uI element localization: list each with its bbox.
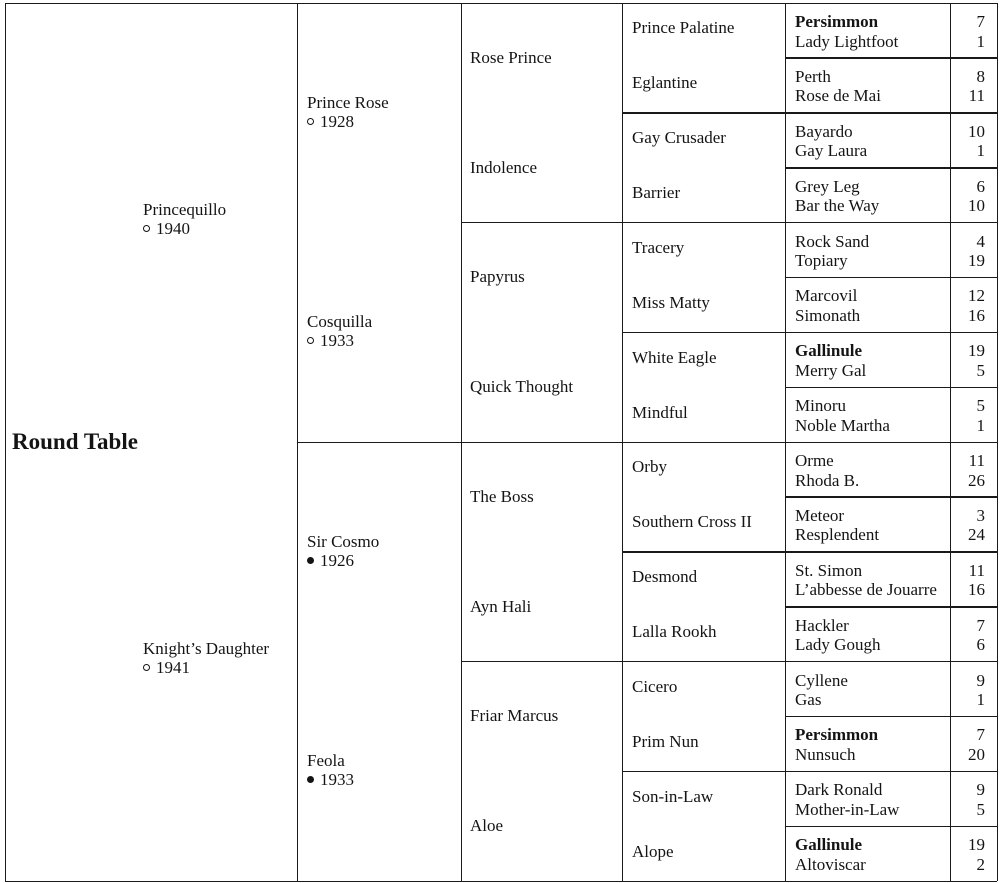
family-number: 5 xyxy=(976,360,985,380)
gen5-ancestor-name: Minoru xyxy=(795,396,846,416)
great-grandparent-name: Rose Prince xyxy=(470,47,552,67)
family-number: 7 xyxy=(976,12,985,31)
foaling-year xyxy=(307,112,354,131)
grandparent-name: Sir Cosmo xyxy=(307,531,380,551)
family-number: 3 xyxy=(976,505,985,525)
gen5-ancestor-name: Hackler xyxy=(795,615,849,635)
family-number: 8 xyxy=(976,66,985,86)
row-divider xyxy=(785,167,997,168)
row-divider xyxy=(785,551,997,552)
family-number: 19 xyxy=(968,251,985,270)
gen5-ancestor-name: Gas xyxy=(795,690,822,709)
family-number: 9 xyxy=(976,780,985,800)
gen4-ancestor-name: Orby xyxy=(632,457,667,477)
year-label: 1933 xyxy=(320,331,354,351)
subject-horse-name: Round Table xyxy=(12,429,138,454)
gen4-ancestor-name: White Eagle xyxy=(632,347,717,367)
year-label: 1941 xyxy=(156,657,190,677)
open-circle-icon xyxy=(307,118,314,125)
family-number: 1 xyxy=(976,690,985,709)
gen5-ancestor-name: Lady Lightfoot xyxy=(795,31,899,51)
gen5-ancestor-name: Meteor xyxy=(795,505,845,525)
family-number: 11 xyxy=(968,560,985,580)
sire-dam-name: Princequillo xyxy=(143,199,227,219)
row-divider xyxy=(785,112,997,113)
gen4-ancestor-name: Gay Crusader xyxy=(632,128,726,148)
gen5-ancestor-name: Merry Gal xyxy=(795,360,867,380)
column-divider-0 xyxy=(5,3,6,881)
gen5-ancestor-name: L’abbesse de Jouarre xyxy=(795,580,937,600)
great-grandparent-name: Papyrus xyxy=(470,267,525,287)
gen5-ancestor-name: Lady Gough xyxy=(795,635,881,655)
gen5-ancestor-name: St. Simon xyxy=(795,560,863,580)
gen4-ancestor-name: Prince Palatine xyxy=(632,18,735,38)
great-grandparent-name: Aloe xyxy=(470,816,504,836)
family-number: 24 xyxy=(968,525,985,545)
foaling-year xyxy=(143,219,190,238)
family-number: 5 xyxy=(976,799,985,819)
great-grandparent-name: Quick Thought xyxy=(470,377,574,397)
gen5-ancestor-name: Simonath xyxy=(795,305,861,325)
gen4-ancestor-name: Alope xyxy=(632,841,674,861)
row-divider xyxy=(785,277,997,278)
family-number: 9 xyxy=(976,670,985,690)
gen5-ancestor-name: Mother-in-Law xyxy=(795,799,900,819)
great-grandparent-name: The Boss xyxy=(470,486,534,506)
gen5-ancestor-name: Rhoda B. xyxy=(795,470,860,490)
gen5-ancestor-name: Gallinule xyxy=(795,835,863,855)
row-divider xyxy=(785,332,997,333)
gen4-ancestor-name: Barrier xyxy=(632,183,681,203)
row-divider xyxy=(785,57,997,58)
open-circle-icon xyxy=(307,337,314,344)
year-label: 1928 xyxy=(320,111,354,131)
gen5-ancestor-name: Perth xyxy=(795,66,831,86)
sire-dam-name: Knight’s Daughter xyxy=(143,638,270,658)
family-number: 1 xyxy=(976,31,985,51)
row-divider xyxy=(785,442,997,443)
foaling-year xyxy=(307,770,354,789)
filled-circle-icon xyxy=(307,776,314,783)
year-label: 1933 xyxy=(320,770,354,790)
row-divider xyxy=(785,661,997,662)
family-number: 2 xyxy=(976,854,985,874)
family-number: 26 xyxy=(968,470,985,490)
row-divider xyxy=(785,826,997,827)
grandparent-name: Cosquilla xyxy=(307,312,373,332)
gen4-ancestor-name: Prim Nun xyxy=(632,731,699,751)
gen5-ancestor-name: Gallinule xyxy=(795,341,863,361)
gen5-ancestor-name: Bar the Way xyxy=(795,196,880,216)
gen4-ancestor-name: Southern Cross II xyxy=(632,512,752,532)
row-divider xyxy=(785,716,997,717)
gen5-ancestor-name: Persimmon xyxy=(795,12,879,31)
gen5-ancestor-name: Nunsuch xyxy=(795,744,856,764)
family-number: 5 xyxy=(976,396,985,416)
gen5-ancestor-name: Marcovil xyxy=(795,286,858,306)
frame-bottom xyxy=(5,881,997,882)
gen4-ancestor-name: Cicero xyxy=(632,676,678,696)
family-number: 12 xyxy=(968,286,985,306)
great-grandparent-name: Friar Marcus xyxy=(470,706,559,726)
gen5-ancestor-name: Orme xyxy=(795,451,834,470)
family-number: 16 xyxy=(968,305,985,325)
family-number: 10 xyxy=(968,121,985,141)
row-divider xyxy=(785,387,997,388)
great-grandparent-name: Indolence xyxy=(470,157,538,177)
gen5-ancestor-name: Persimmon xyxy=(795,725,879,745)
gen4-ancestor-name: Eglantine xyxy=(632,73,698,93)
foaling-year xyxy=(143,658,190,677)
family-number: 20 xyxy=(968,744,985,764)
frame-top xyxy=(5,3,997,4)
gen5-ancestor-name: Resplendent xyxy=(795,525,880,545)
gen5-ancestor-name: Rose de Mai xyxy=(795,86,881,106)
year-label: 1926 xyxy=(320,550,354,570)
gen4-ancestor-name: Miss Matty xyxy=(632,292,710,312)
year-label: 1940 xyxy=(156,218,190,238)
family-number: 10 xyxy=(968,196,985,216)
gen5-ancestor-name: Grey Leg xyxy=(795,176,860,196)
gen4-ancestor-name: Mindful xyxy=(632,402,688,422)
family-number: 1 xyxy=(976,415,985,435)
family-number: 11 xyxy=(968,86,985,106)
filled-circle-icon xyxy=(307,557,314,564)
gen4-ancestor-name: Desmond xyxy=(632,567,698,587)
family-number: 19 xyxy=(968,835,985,855)
family-number: 1 xyxy=(976,141,985,161)
family-number: 11 xyxy=(968,451,985,470)
gen5-ancestor-name: Bayardo xyxy=(795,121,853,141)
gen5-ancestor-name: Dark Ronald xyxy=(795,780,883,800)
family-number: 6 xyxy=(976,176,985,196)
family-number: 16 xyxy=(968,580,985,600)
gen4-ancestor-name: Lalla Rookh xyxy=(632,622,717,642)
row-divider xyxy=(785,496,997,497)
gen5-ancestor-name: Noble Martha xyxy=(795,415,890,435)
foaling-year xyxy=(307,331,354,350)
gen5-ancestor-name: Cyllene xyxy=(795,670,848,690)
open-circle-icon xyxy=(143,225,150,232)
row-divider xyxy=(785,771,997,772)
foaling-year xyxy=(307,551,354,570)
family-number: 19 xyxy=(968,341,985,361)
row-divider xyxy=(785,222,997,223)
grandparent-name: Feola xyxy=(307,751,345,771)
open-circle-icon xyxy=(143,664,150,671)
gen5-ancestor-name: Altoviscar xyxy=(795,854,866,874)
grandparent-name: Prince Rose xyxy=(307,92,389,112)
family-number: 6 xyxy=(976,635,985,655)
gen5-ancestor-name: Topiary xyxy=(795,251,848,270)
row-divider xyxy=(785,606,997,607)
great-grandparent-name: Ayn Hali xyxy=(470,596,532,616)
gen4-ancestor-name: Tracery xyxy=(632,237,685,257)
gen5-ancestor-name: Gay Laura xyxy=(795,141,868,161)
gen5-ancestor-name: Rock Sand xyxy=(795,231,870,251)
family-number: 4 xyxy=(976,231,985,251)
family-number: 7 xyxy=(976,725,985,745)
gen4-ancestor-name: Son-in-Law xyxy=(632,786,714,806)
family-number: 7 xyxy=(976,615,985,635)
